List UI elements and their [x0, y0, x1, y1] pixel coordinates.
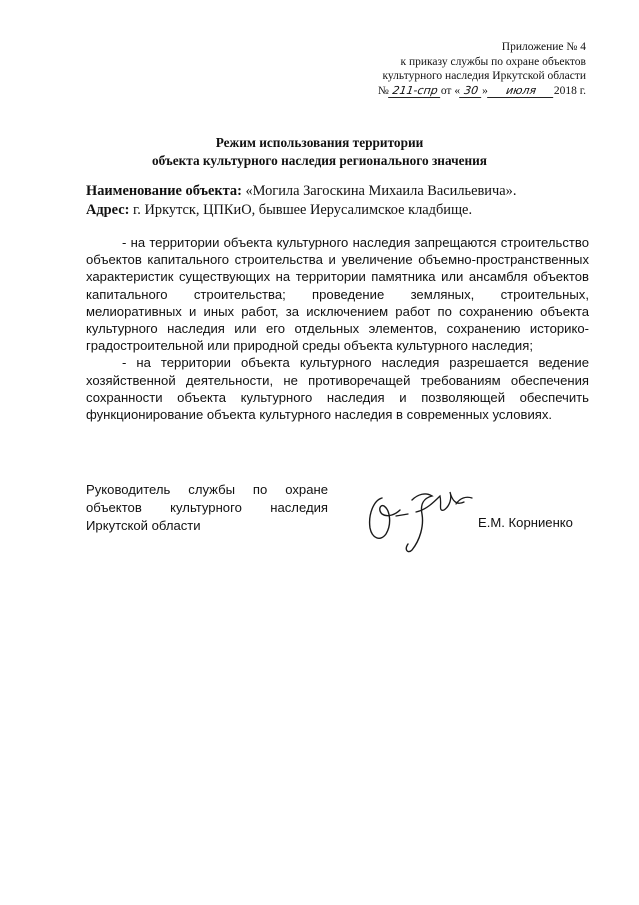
object-address-value: г. Иркутск, ЦПКиО, бывшее Иерусалимское кладбище. — [133, 202, 473, 218]
title-line-1: Режим использования территории — [215, 135, 424, 150]
document-title — [0, 134, 639, 170]
appendix-title: Приложение № 4 — [501, 41, 586, 53]
date-quote-close: » — [482, 84, 488, 97]
signatory-name: Е.М. Корниенко — [478, 515, 573, 530]
order-month-handwritten: июля — [487, 85, 555, 98]
object-name-row — [86, 182, 586, 201]
object-name-label: Наименование объекта: — [86, 183, 242, 199]
appendix-header — [378, 40, 586, 98]
order-number-handwritten: 211-спр — [388, 85, 442, 98]
regime-text — [86, 234, 589, 423]
object-info — [86, 182, 586, 220]
title-line-2: объекта культурного наследия регионального значения — [151, 153, 487, 168]
number-sign: № — [377, 84, 389, 97]
paragraph-permissions: - на территории объекта культурного наследия разрешается ведение хозяйственной деятельности, не противоречащей требованиям обеспечения сохранности объекта культурного наследия и позволяющей обеспечить функционирование объекта культурного наследия в современных условиях. — [86, 355, 589, 423]
order-day-handwritten: 30 — [459, 85, 483, 98]
object-address-label: Адрес: — [86, 202, 130, 218]
date-from-label: от « — [440, 84, 461, 97]
appendix-agency: культурного наследия Иркутской области — [382, 70, 586, 83]
object-name-value: «Могила Загоскина Михаила Васильевича». — [245, 183, 517, 199]
handwritten-signature — [360, 484, 480, 554]
appendix-order-ref: к приказу службы по охране объектов — [400, 55, 586, 68]
order-year: 2018 г. — [553, 84, 586, 97]
signatory-position: Руководитель службы по охране объектов культурного наследия Иркутской области — [86, 482, 328, 533]
object-address-row — [86, 201, 586, 220]
order-number-line — [378, 84, 586, 99]
paragraph-prohibitions: - на территории объекта культурного наследия запрещаются строительство объектов капитального строительства и увеличение объемно-пространственных характеристик существующих на территории памятника или ансамбля объектов капитального строительства; проведение земляных, строительных, мелиоративных и иных работ, за исключением работ по сохранению объекта культурного наследия или его отдельных элементов, сохранению историко-градостроительной или природной среды объекта культурного наследия; — [86, 235, 589, 354]
